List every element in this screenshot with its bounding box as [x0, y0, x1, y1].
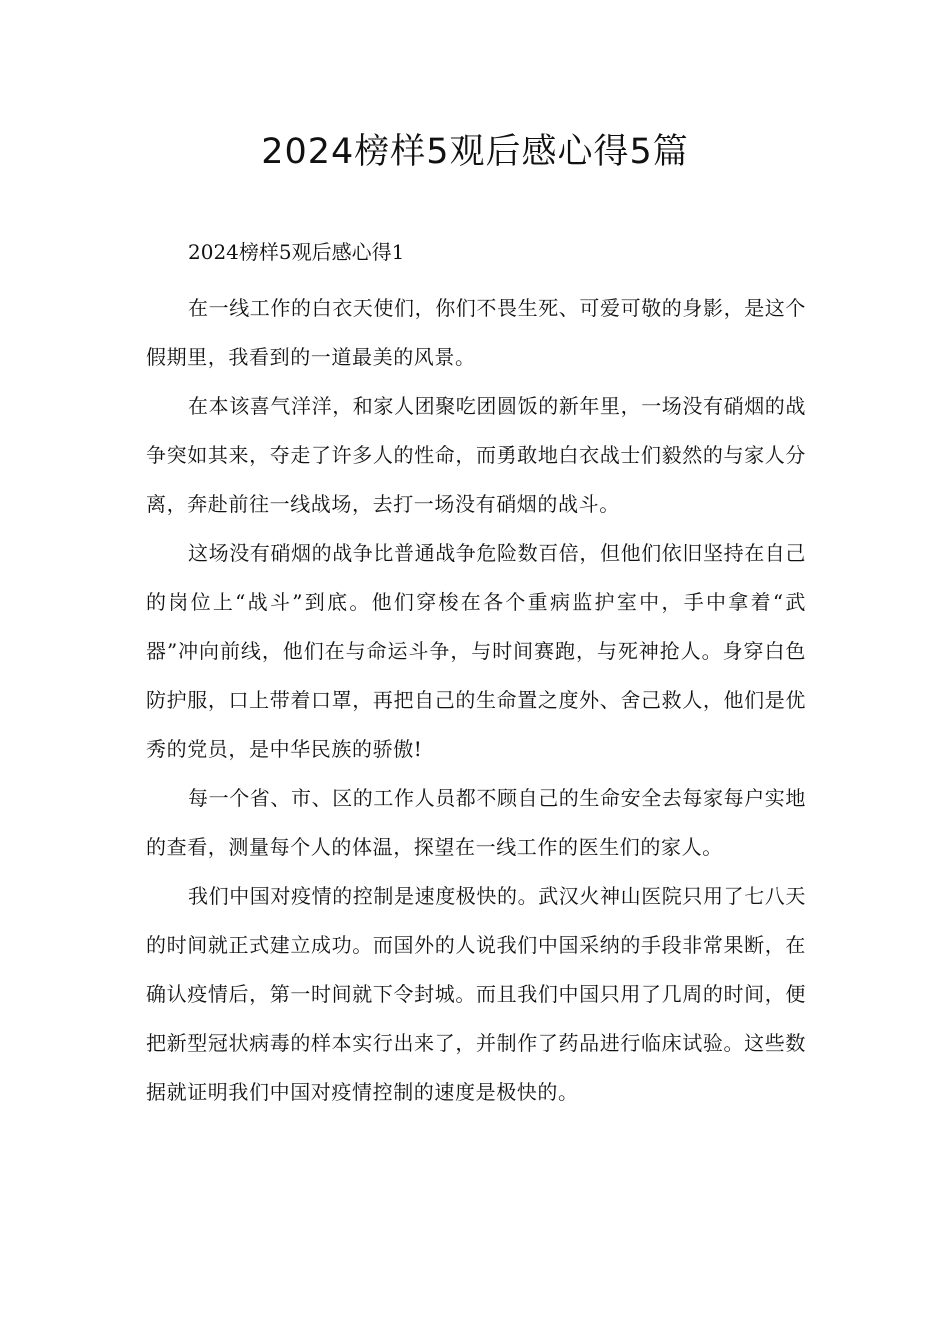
document-body [146, 234, 806, 1117]
paragraph-1: 在一线工作的白衣天使们，你们不畏生死、可爱可敬的身影，是这个假期里，我看到的一道最美的风景。 [146, 296, 806, 369]
paragraph-5: 我们中国对疫情的控制是速度极快的。武汉火神山医院只用了七八天的时间就正式建立成功。而国外的人说我们中国采纳的手段非常果断，在确认疫情后，第一时间就下令封城。而且我们中国只用了几周的时间，便把新型冠状病毒的样本实行出来了，并制作了药品进行临床试验。这些数据就证明我们中国对疫情控制的速度是极快的。 [146, 884, 806, 1104]
paragraph-4: 每一个省、市、区的工作人员都不顾自己的生命安全去每家每户实地的查看，测量每个人的体温，探望在一线工作的医生们的家人。 [146, 786, 806, 859]
section-heading: 2024榜样5观后感心得1 [188, 240, 405, 264]
paragraph-3: 这场没有硝烟的战争比普通战争危险数百倍，但他们依旧坚持在自己的岗位上“战斗”到底。他们穿梭在各个重病监护室中，手中拿着“武器”冲向前线，他们在与命运斗争，与时间赛跑，与死神抢人。身穿白色防护服，口上带着口罩，再把自己的生命置之度外、舍己救人，他们是优秀的党员，是中华民族的骄傲! [146, 541, 806, 761]
paragraph-2: 在本该喜气洋洋，和家人团聚吃团圆饭的新年里，一场没有硝烟的战争突如其来，夺走了许多人的性命，而勇敢地白衣战士们毅然的与家人分离，奔赴前往一线战场，去打一场没有硝烟的战斗。 [146, 394, 806, 516]
document-title: 2024榜样5观后感心得5篇 [261, 132, 689, 172]
